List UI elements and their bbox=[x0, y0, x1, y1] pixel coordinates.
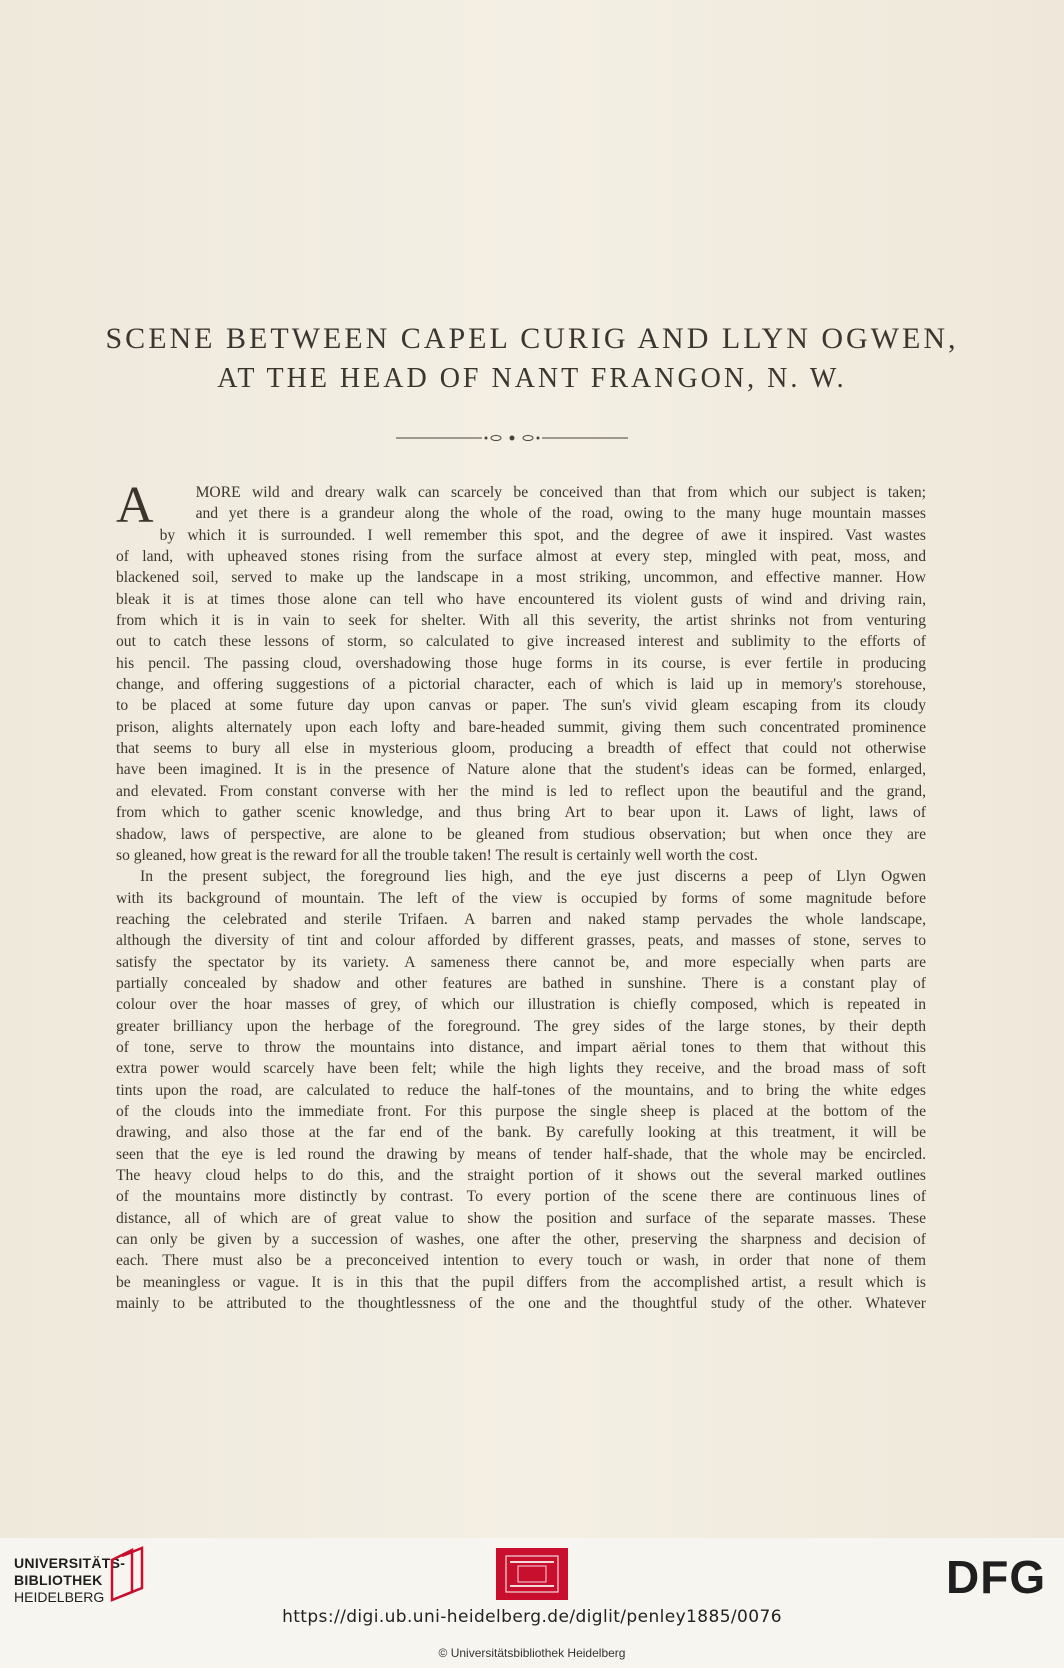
text-line: of the clouds into the immediate front. For this purpose the single sheep is placed at the bottom of the bbox=[116, 1102, 926, 1120]
text-line: shadow, laws of perspective, are alone to be gleaned from studious observation; but when once they are bbox=[116, 825, 926, 843]
library-name-line-1: UNIVERSITÄTS- bbox=[14, 1555, 126, 1571]
text-line: greater brilliancy upon the herbage of the foreground. The grey sides of the large stones, by their depth bbox=[116, 1017, 926, 1035]
text-line: extra power would scarcely have been felt; while the high lights they receive, and the broad mass of soft bbox=[116, 1060, 926, 1078]
text-line: with its background of mountain. The left of the view is occupied by forms of some magnitude before bbox=[116, 889, 926, 907]
library-name-line-2: BIBLIOTHEK bbox=[14, 1572, 103, 1588]
text-line: that seems to bury all else in mysterious gloom, producing a breadth of effect that could not otherwise bbox=[116, 740, 926, 758]
text-line: each. There must also be a preconceived intention to every touch or wash, in order that none of them bbox=[116, 1252, 926, 1270]
paragraph-2 bbox=[116, 866, 926, 1314]
text-line: MORE wild and dreary walk can scarcely be conceived than that from which our subject is taken; bbox=[195, 484, 926, 501]
digitization-logo-icon[interactable] bbox=[496, 1548, 568, 1600]
text-line: of land, with upheaved stones rising from the surface almost at every step, mingled with peat, moss, and bbox=[116, 548, 926, 566]
text-line: be meaningless or vague. It is in this that the pupil differs from the accomplished artist, a result which is bbox=[116, 1273, 926, 1291]
text-line: satisfy the spectator by its variety. A sameness there cannot be, and more especially when parts are bbox=[116, 953, 926, 971]
dfg-logo[interactable]: DFG bbox=[946, 1551, 1047, 1603]
text-line: drawing, and also those at the far end of the bank. By carefully looking at this treatment, it will be bbox=[116, 1124, 926, 1142]
text-line: seen that the eye is led round the drawing by means of tender half-shade, that the whole may be encircled. bbox=[116, 1145, 926, 1163]
text-line: from which it is in vain to seek for shelter. With all this severity, the artist shrinks not from venturing bbox=[116, 612, 926, 630]
page-title-line-1: SCENE BETWEEN CAPEL CURIG AND LLYN OGWEN, bbox=[105, 322, 959, 355]
text-line: out to catch these lessons of storm, so calculated to give increased interest and sublimity to the efforts of bbox=[116, 633, 926, 651]
paragraph-1 bbox=[116, 477, 926, 866]
text-line: have been imagined. It is in the presence of Nature alone that the student's ideas can be formed, enlarged, bbox=[116, 761, 926, 779]
copyright-notice: © Universitätsbibliothek Heidelberg bbox=[438, 1646, 626, 1660]
text-line: bleak it is at times those alone can tell who have encountered its violent gusts of wind and driving rain, bbox=[116, 590, 926, 608]
text-line: by which it is surrounded. I well remember this spot, and the degree of awe it inspired. Vast wastes bbox=[159, 526, 926, 544]
text-line: blackened soil, served to make up the landscape in a most striking, uncommon, and effective manner. How bbox=[116, 569, 926, 587]
text-line: tints upon the road, are calculated to reduce the half-tones of the mountains, and to bring the white edges bbox=[116, 1081, 926, 1099]
text-line: of the mountains more distinctly by contrast. To every portion of the scene there are continuous lines of bbox=[116, 1188, 926, 1206]
page-title-line-2: AT THE HEAD OF NANT FRANGON, N. W. bbox=[217, 363, 847, 394]
text-line: to be placed at some future day upon canvas or paper. The sun's vivid gleam escaping from its cloudy bbox=[116, 697, 926, 715]
text-line: In the present subject, the foreground lies high, and the eye just discerns a peep of Llyn Ogwen bbox=[140, 868, 926, 886]
text-line: The heavy cloud helps to do this, and the straight portion of it shows out the several marked outlines bbox=[116, 1167, 926, 1184]
divider-ornament bbox=[396, 433, 628, 443]
text-line: colour over the hoar masses of grey, of which our illustration is chiefly composed, which is repeated in bbox=[116, 996, 926, 1014]
text-line: from which to gather scenic knowledge, and thus bring Art to bear upon it. Laws of light, laws of bbox=[116, 804, 926, 822]
library-name-line-3: HEIDELBERG bbox=[14, 1589, 105, 1605]
text-line: reaching the celebrated and sterile Trifaen. A barren and naked stamp pervades the whole landscape, bbox=[116, 910, 926, 928]
text-line: can only be given by a succession of washes, one after the other, preserving the sharpness and decision of bbox=[116, 1231, 926, 1249]
drop-cap: A bbox=[116, 477, 154, 534]
text-line: his pencil. The passing cloud, overshadowing those huge forms in its course, is ever fertile in producing bbox=[116, 654, 926, 672]
text-line: and yet there is a grandeur along the whole of the road, owing to the many huge mountain masses bbox=[195, 505, 926, 523]
text-line: partially concealed by shadow and other features are bathed in sunshine. There is a constant play of bbox=[116, 974, 926, 992]
library-logo-icon[interactable] bbox=[108, 1546, 148, 1602]
text-line: mainly to be attributed to the thoughtlessness of the one and the thoughtful study of the other. Whatever bbox=[116, 1295, 926, 1313]
article-body bbox=[116, 477, 926, 1314]
text-line: distance, all of which are of great value to show the position and surface of the separate masses. These bbox=[116, 1209, 926, 1227]
text-line: and elevated. From constant converse with her the mind is led to reflect upon the beautiful and the grand, bbox=[116, 782, 926, 800]
text-line: although the diversity of tint and colour afforded by different grasses, peats, and masses of stone, serves to bbox=[116, 932, 926, 950]
permalink-url[interactable]: https://digi.ub.uni-heidelberg.de/diglit/penley1885/0076 bbox=[282, 1607, 782, 1627]
text-line: prison, alights alternately upon each lofty and bare-headed summit, giving them such concentrated prominence bbox=[116, 718, 926, 736]
text-line: change, and offering suggestions of a pictorial character, each of which is laid up in memory's storehouse, bbox=[116, 676, 926, 694]
text-line: of tone, serve to throw the mountains into distance, and impart aërial tones to them that without this bbox=[116, 1038, 926, 1056]
text-line: so gleaned, how great is the reward for all the trouble taken! The result is certainly well worth the cost. bbox=[116, 846, 758, 864]
